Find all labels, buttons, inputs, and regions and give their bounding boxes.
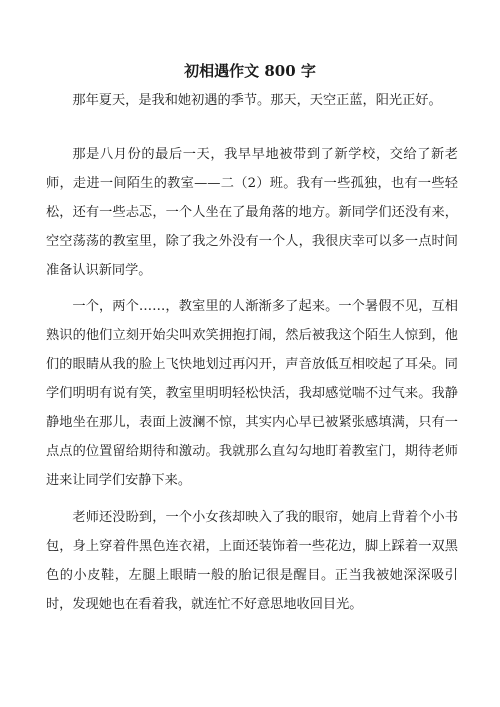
paragraph-1: 那年夏天，是我和她初遇的季节。那天，天空正蓝，阳光正好。: [72, 93, 442, 108]
paragraph-2: 那是八月份的最后一天，我早早地被带到了新学校，交给了新老师，走进一间陌生的教室——二（2）班。我有一些孤独，也有一些轻松，还有一些忐忑，一个人坐在了最角落的地方。新同学们还没有来，空空荡荡的教室里，除了我之外没有一个人，我很庆幸可以多一点时间准备认识新同学。: [46, 147, 458, 278]
paragraph-4: 老师还没盼到，一个小女孩却映入了我的眼帘，她肩上背着个小书包，身上穿着件黑色连衣裙，上面还装饰着一些花边，脚上踩着一双黑色的小皮鞋，左腿上眼睛一般的胎记很是醒目。正当我被她深深吸引时，发现她也在看着我，就连忙不好意思地收回目光。: [46, 510, 458, 612]
document-title: 初相遇作文 800 字: [184, 62, 316, 80]
paragraph-3: 一个，两个……，教室里的人渐渐多了起来。一个暑假不见，互相熟识的他们立刻开始尖叫欢笑拥抱打闹，然后被我这个陌生人惊到，他们的眼睛从我的脸上飞快地划过再闪开，声音放低互相咬起了耳朵。同学们明明有说有笑，教室里明明轻松快活，我却感觉喘不过气来。我静静地坐在那儿，表面上波澜不惊，其实内心早已被紧张感填满，只有一点点的位置留给期待和激动。我就那么直勾勾地盯着教室门，期待老师进来让同学们安静下来。: [46, 299, 458, 488]
